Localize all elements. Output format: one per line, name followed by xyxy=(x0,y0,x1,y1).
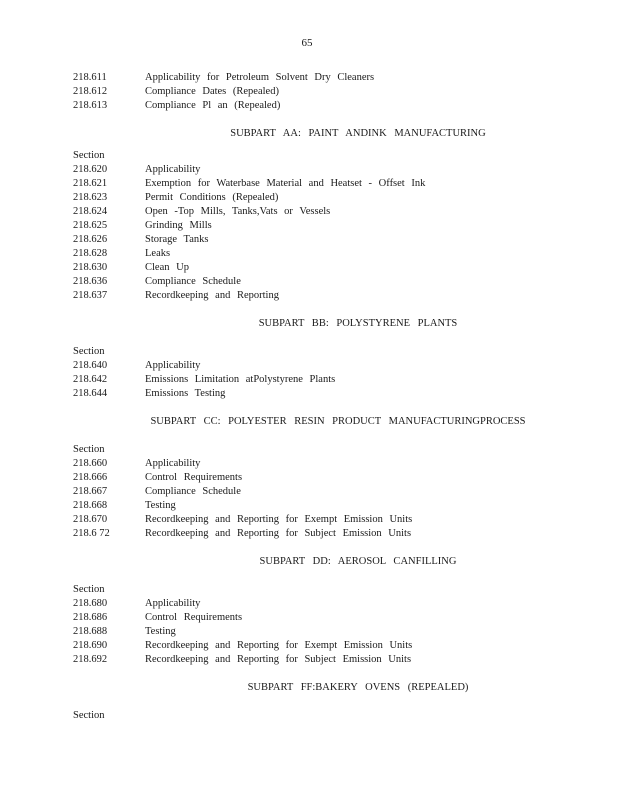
subpart-heading: SUBPART BB: POLYSTYRENE PLANTS xyxy=(258,318,458,329)
top-rows-group xyxy=(73,71,573,113)
section-title: Exemption for Waterbase Material and Heatset - Offset Ink xyxy=(145,178,426,189)
section-number: 218.6 72 xyxy=(73,528,110,539)
list-item xyxy=(73,163,573,177)
section-title: Leaks xyxy=(145,248,171,259)
section-title: Testing xyxy=(145,500,176,511)
section-number: 218.692 xyxy=(73,654,108,665)
section-title: Compliance Pl an (Repealed) xyxy=(145,100,281,111)
section-title: Storage Tanks xyxy=(145,234,209,245)
section-title: Applicability for Petroleum Solvent Dry Cleaners xyxy=(145,72,375,83)
section-title: Applicability xyxy=(145,360,201,371)
list-item xyxy=(73,611,573,625)
section-title: Recordkeeping and Reporting for Exempt Emission Units xyxy=(145,640,413,651)
list-item xyxy=(73,247,573,261)
list-item xyxy=(73,625,573,639)
list-item xyxy=(73,275,573,289)
section-title: Open -Top Mills, Tanks,Vats or Vessels xyxy=(145,206,331,217)
section-number: 218.688 xyxy=(73,626,108,637)
list-item xyxy=(73,513,573,527)
subpart-dd xyxy=(73,555,573,667)
section-label: Section xyxy=(73,710,105,721)
section-number: 218.670 xyxy=(73,514,108,525)
section-number: 218.640 xyxy=(73,360,108,371)
list-item xyxy=(73,191,573,205)
section-number: 218.686 xyxy=(73,612,108,623)
list-item xyxy=(73,471,573,485)
section-title: Emissions Limitation atPolystyrene Plants xyxy=(145,374,336,385)
list-item xyxy=(73,527,573,541)
list-item xyxy=(73,233,573,247)
subpart-heading: SUBPART AA: PAINT ANDINK MANUFACTURING xyxy=(230,128,486,139)
section-number: 218.623 xyxy=(73,192,108,203)
section-title: Permit Conditions (Repealed) xyxy=(145,192,279,203)
table-of-contents xyxy=(73,71,573,723)
section-number: 218.637 xyxy=(73,290,108,301)
section-label: Section xyxy=(73,346,105,357)
section-title: Grinding Mills xyxy=(145,220,212,231)
list-item xyxy=(73,71,573,85)
list-item xyxy=(73,289,573,303)
section-number: 218.628 xyxy=(73,248,108,259)
subpart-heading: SUBPART FF:BAKERY OVENS (REPEALED) xyxy=(247,682,469,693)
section-title: Applicability xyxy=(145,598,201,609)
section-number: 218.690 xyxy=(73,640,108,651)
page-number: 65 xyxy=(301,37,313,49)
section-number: 218.642 xyxy=(73,374,108,385)
section-number: 218.624 xyxy=(73,206,108,217)
section-number: 218.667 xyxy=(73,486,108,497)
section-title: Control Requirements xyxy=(145,612,243,623)
section-title: Recordkeeping and Reporting for Exempt Emission Units xyxy=(145,514,413,525)
section-label: Section xyxy=(73,444,105,455)
section-title: Recordkeeping and Reporting for Subject Emission Units xyxy=(145,654,412,665)
subpart-bb xyxy=(73,317,573,401)
section-title: Applicability xyxy=(145,164,201,175)
section-number: 218.666 xyxy=(73,472,108,483)
section-number: 218.621 xyxy=(73,178,108,189)
section-title: Recordkeeping and Reporting xyxy=(145,290,279,301)
section-title: Compliance Dates (Repealed) xyxy=(145,86,279,97)
subpart-heading: SUBPART DD: AEROSOL CANFILLING xyxy=(259,556,457,567)
list-item xyxy=(73,85,573,99)
list-item xyxy=(73,653,573,667)
list-item xyxy=(73,485,573,499)
subpart-ff xyxy=(73,681,573,723)
subpart-aa xyxy=(73,127,573,303)
list-item xyxy=(73,359,573,373)
section-title: Recordkeeping and Reporting for Subject Emission Units xyxy=(145,528,412,539)
list-item xyxy=(73,261,573,275)
subpart-heading: SUBPART CC: POLYESTER RESIN PRODUCT MANUFACTURINGPROCESS xyxy=(150,416,526,427)
section-number: 218.680 xyxy=(73,598,108,609)
list-item xyxy=(73,597,573,611)
section-number: 218.660 xyxy=(73,458,108,469)
section-number: 218.620 xyxy=(73,164,108,175)
list-item xyxy=(73,99,573,113)
section-title: Control Requirements xyxy=(145,472,243,483)
section-number: 218.625 xyxy=(73,220,108,231)
list-item xyxy=(73,457,573,471)
list-item xyxy=(73,219,573,233)
section-title: Emissions Testing xyxy=(145,388,226,399)
list-item xyxy=(73,373,573,387)
section-number: 218.626 xyxy=(73,234,108,245)
subpart-cc xyxy=(73,415,573,541)
section-label: Section xyxy=(73,150,105,161)
section-title: Testing xyxy=(145,626,176,637)
list-item xyxy=(73,499,573,513)
section-label: Section xyxy=(73,584,105,595)
section-number: 218.611 xyxy=(73,72,107,83)
section-title: Applicability xyxy=(145,458,201,469)
section-title: Clean Up xyxy=(145,262,189,273)
list-item xyxy=(73,387,573,401)
list-item xyxy=(73,177,573,191)
section-number: 218.644 xyxy=(73,388,108,399)
section-number: 218.630 xyxy=(73,262,108,273)
section-number: 218.636 xyxy=(73,276,108,287)
section-number: 218.612 xyxy=(73,86,108,97)
list-item xyxy=(73,205,573,219)
section-title: Compliance Schedule xyxy=(145,276,241,287)
section-title: Compliance Schedule xyxy=(145,486,241,497)
section-number: 218.613 xyxy=(73,100,108,111)
section-number: 218.668 xyxy=(73,500,108,511)
list-item xyxy=(73,639,573,653)
